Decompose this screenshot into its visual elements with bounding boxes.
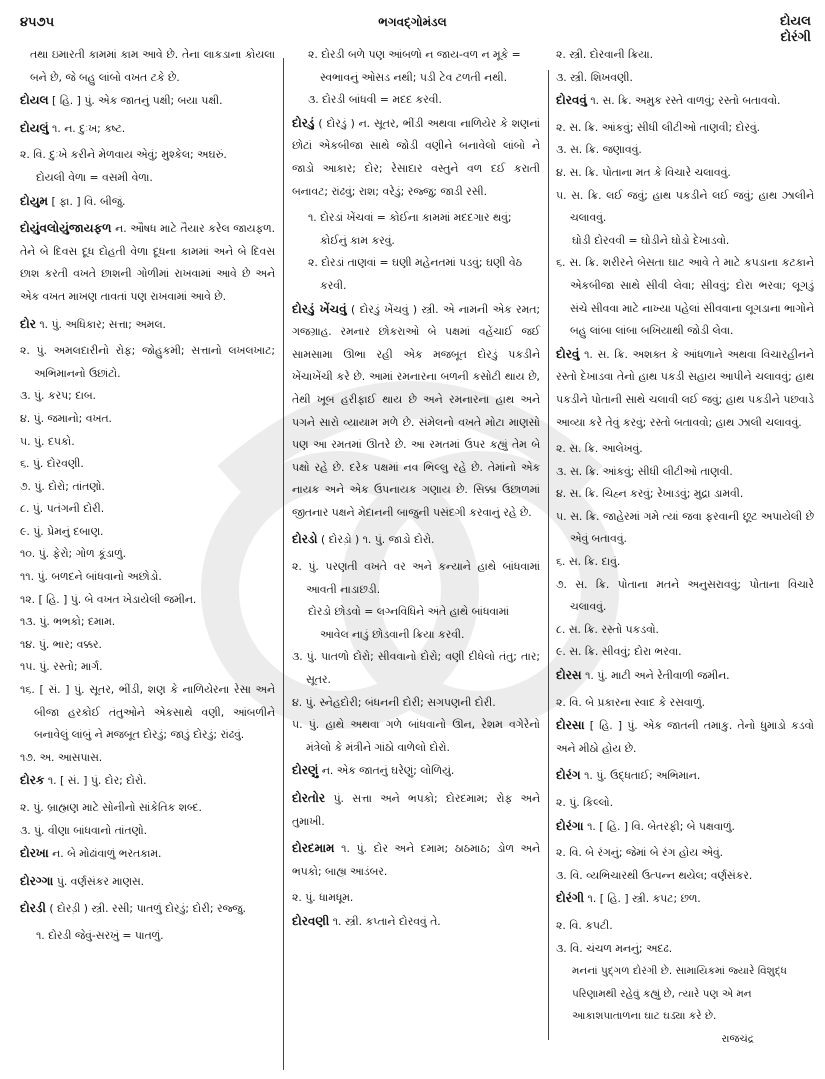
entry-headword: દોરંગ [556, 768, 581, 783]
entry-sense: ૬. પું. દોરવણી. [20, 457, 84, 471]
idiom-phrase: દોયલી વેળા = વસમી વેળા. [36, 170, 153, 184]
entry-definition: ૧. સ્ત્રી. કપ્તાને દોરવવું તે. [332, 914, 441, 928]
entry-sense: ૩. પું. કરપ; દાબ. [20, 389, 96, 403]
entry-headword: દોરડું [292, 115, 315, 130]
entry-definition: ૧. પું. ઉદ્ધતાઈ; અભિમાન. [584, 769, 701, 783]
entry-headword: દોરડો [292, 532, 318, 547]
entry-definition: ૧. [ હિ. ] સ્ત્રી. કપટ; છળ. [587, 892, 701, 906]
entry-definition: પું. સત્તા અને ભપકો; દોરદમામ; રોફ અને તુમાખી. [292, 792, 540, 828]
entry-headword: દોરંગા [556, 818, 584, 833]
entry-sense: ૧૧. પું. બળદને બાંધવાનો અછોડો. [20, 570, 162, 584]
dictionary-entry [20, 842, 275, 866]
entry-headword: દોયલું [20, 120, 49, 135]
entry-sense: ૩. વિ. વ્યભિચારથી ઉત્પન્ન થયેલ; વર્ણસંકર. [556, 868, 753, 882]
entry-sense: ૯. સ. ક્રિ. સીવવું; દોરા ભરવા. [556, 645, 682, 659]
entry-definition: ( દોરડ઼ું ખેંચવું ) સ્ત્રી. એ નામની એક રમત; ગજગ્રાહ. રમનાર છોકરાઓ બે પક્ષમાં વહેંચાઈ જઈ સામસામા ઊભા રહી એક મજબૂત દોરડું પકડીને ખેંચાખેંચી કરે છે. આમાં રમનારના બળની કસોટી થાય છે, તેથી ખૂબ હરીફાઈ થાય છે અને રમનારના હાથ અને પગને સારો વ્યાયામ મળે છે. સંમેલનો વખતે મોટા માણસો પણ આ રમતમાં ઊતરે છે. આ રમતમાં ઉપર કહ્યું તેમ બે પક્ષો રહે છે. દરેક પક્ષમાં નવ ભિલ્લુ રહે છે. તેમાંનો એક નાયક અને એક ઉપનાયક ગણાય છે. સિક્કા ઉછાળમાં જીતનાર પક્ષને મેદાનની બાજુની પસંદગી કરવાનું રહે છે. [292, 302, 540, 519]
entry-headword: દોયુમ [20, 193, 49, 208]
entry-sense: ૧૨. [ હિ. ] પું. બે વખત ખેડાયેલી જમીન. [20, 592, 197, 606]
entry-sense: ૬. સ. ક્રિ. દાવું. [556, 555, 621, 569]
entry-sense: ૧૪. પું. ભાર; વક્કર. [20, 637, 102, 651]
page-header [0, 0, 825, 44]
entry-sense: ૪. પું. જમાનો; વખત. [20, 411, 112, 425]
entry-sense: ૫. પું. દપકો. [20, 434, 75, 448]
entry-definition: ૧. [ સં. ] પું. દોર; દોરો. [47, 774, 147, 788]
entry-sense: ૬. સ. ક્રિ. શરીરને બેસતા ઘાટ આવે તે માટે કપડાના કટકાને એકબીજા સાથે સીવી લેવા; સીવવું; દોરા ભરવા; લૂગડું સંચે સીવવા માટે નાખ્યા પહેલાં સીવવાના લૂગડાના ભાગોને બહુ લાંબા લાંબા બખિયાથી જોડી લેવા. [556, 256, 814, 338]
dictionary-entry [20, 117, 275, 141]
entry-sense: ૧૭. અ. આસપાસ. [20, 750, 103, 764]
column-left [20, 44, 275, 948]
entry-sense: ૧૬. [ સં. ] પું. સૂતર, ભીંડી, શણ કે નાળિયેરના રેસા અને બીજા હરકોઈ તંતુઓને એકસાથે વણી, આંબળીને બનાવેલું લાંબું ને મજબૂત દોરડું; જાડું દોરડું; રાંઢવું. [20, 683, 275, 742]
idiom-phrase: ૧. દોરડાં ખેંચવાં = કોઈના કામમાં મદદગાર થવું; કોઈનું કામ કરવું. [308, 211, 512, 247]
entry-sense: ૨. પું. અમલદારીનો રોફ; જોહુકમી; સત્તાનો લખલખાટ; અભિમાનનો ઉછાંટો. [20, 344, 275, 380]
entry-sense: ૨. વિ. બે પ્રકારના સ્વાદ કે રસવાળું. [556, 695, 706, 709]
entry-definition: [ ફા. ] વિ. બીજું. [51, 194, 126, 208]
entry-sense: ૧૩. પું. ભભકો; દમામ. [20, 615, 116, 629]
idiom-phrase: દોરડો છોડવો = લગ્નવિધિને અંતે હાથે બાંધવામાં આવેલ નાડું છોડવાની ક્રિયા કરવી. [308, 605, 510, 641]
entry-headword: દોર [20, 316, 36, 331]
entry-headword: દોરદમામ [292, 841, 335, 856]
page-number: ૪૫૭૫ [20, 15, 55, 30]
entry-definition: ૧. ન. દુઃખ; કષ્ટ. [52, 121, 126, 135]
entry-sense: ૩. સ્ત્રી. શિખવણી. [556, 70, 633, 84]
entry-sense: ૮. પું. પતંગની દોરી. [20, 502, 105, 516]
entry-sense: ૨. સ્ત્રી. દોરવાની ક્રિયા. [556, 48, 654, 61]
running-title: ભગવદ્‌ગોમંડલ [378, 15, 447, 29]
dictionary-entry [292, 759, 540, 783]
entry-sense: ૫. પું. હાથે અથવા ગળે બાંધવાનો ઊન, રેશમ વગેરેનો મંત્રેલો કે મંત્રીને ગાંઠો વાળેલો દોરો. [292, 718, 540, 754]
column-divider [283, 58, 284, 1070]
guide-words [780, 14, 811, 46]
entry-sense: ૩. સ. ક્રિ. જણાવવું. [556, 143, 642, 157]
entry-definition: [ હિ. ] પું. એક જાતની તમાકુ. તેનો ધુમાડો કડવો અને મીઠો હોય છે. [556, 719, 814, 755]
entry-headword: દોરસા [556, 718, 585, 733]
idiom-phrase: ૩. દોરડી બાંધવી = મદદ કરવી. [308, 93, 442, 107]
dictionary-entry [292, 837, 540, 883]
dictionary-entry [556, 815, 814, 839]
dictionary-entry [292, 528, 540, 552]
idiom-phrase: ૨. દોરડાં તાણવાં = ઘણી મહેનતમાં પડવું; ઘણી વેઠ કરવી. [308, 256, 522, 292]
entry-definition: ન. બે મોઢાંવાળું ભરતકામ. [52, 847, 162, 861]
dictionary-entry [292, 112, 540, 203]
dictionary-entry [20, 89, 275, 113]
entry-headword: દોરડી [20, 901, 46, 916]
entry-headword: દોરખા [20, 846, 49, 861]
entry-sense: ૫. સ. ક્રિ. લઈ જવું; હાથ પકડીને લઈ જવું; હાથ ઝાલીને ચલાવવું. [556, 188, 814, 225]
entry-sense: ૩. પું. વીણા બાંધવાનો તાંતણો. [20, 823, 148, 837]
entry-headword: દોરવું [556, 346, 580, 361]
entry-headword: દોરડું ખેંચવું [292, 301, 347, 316]
guide-word-last: દોરંગી [780, 30, 811, 45]
entry-sense: ૫. સ. ક્રિ. જાહેરમાં ગમે ત્યાં જવા ફરવાની છૂટ અપાયેલી છે એવું બતાવવું. [556, 509, 814, 546]
entry-sense: ૯. પું. પ્રેમનું દબાણ. [20, 524, 104, 538]
entry-definition: ૧. સ. ક્રિ. અમુક રસ્તે વાળવું; રસ્તો બતાવવો. [590, 94, 781, 108]
entry-sense: ૮. સ. ક્રિ. રસ્તો પકડવો. [556, 622, 659, 636]
entry-sense: ૨. વિ. દુઃખે કરીને મેળવાય એવું; મુશ્કેલ; અઘરું. [20, 148, 227, 162]
entry-sense: ૨. પું. પરણતી વખતે વર અને કન્યાને હાથે બાંધવામાં આવતી નાડાછડી. [292, 560, 540, 596]
entry-definition: ( દોરડ઼ી ) સ્ત્રી. રસી; પાતળું દોરડું; દોરી; રજ્જુ. [49, 902, 246, 916]
entry-sense: ૨. પું. બ્રાહ્મણ માટે સોનીનો સાંકેતિક શબ્દ. [20, 801, 202, 814]
entry-definition: ૧. પું. માટી અને રેતીવાળી જમીન. [585, 669, 730, 683]
entry-definition: ૧. [ હિ. ] વિ. બેતરફી; બે પક્ષવાળું. [587, 819, 735, 833]
idiom-phrase: ઘોડી દોરવવી = ઘોડીને ઘોડો દેખાડવો. [572, 233, 730, 247]
entry-headword: દોયલ [20, 93, 49, 108]
entry-headword: દોયુંવલોયુંજાયફળ [20, 221, 112, 236]
entry-sense: ૩. સ. ક્રિ. આંકવું; સીધી લીટીઓ તાણવી. [556, 464, 733, 478]
entry-headword: દોરણું [292, 763, 319, 778]
dictionary-entry [556, 89, 814, 113]
entry-sense: ૩. પું. પાતળો દોરો; સીવવાનો દોરો; વણી દીધેલો તંતુ; તાર; સૂતર. [292, 650, 540, 687]
entry-headword: દોરંગી [556, 891, 585, 906]
entry-definition: પું. વર્ણસંકર માણસ. [56, 874, 145, 888]
entry-definition: ૧. પું. અધિકાર; સત્તા; અમલ. [39, 317, 166, 331]
dictionary-entry [556, 764, 814, 788]
guide-word-first: દોયલ [780, 14, 811, 29]
entry-sense: ૭. સ. ક્રિ. પોતાના મતને અનુસરાવવું; પોતાના વિચારે ચલાવવું. [556, 577, 814, 614]
entry-definition: ( દોરડ઼ું ) ન. સૂતર, ભીંડી અથવા નાળિયેર કે શણનાં છોટાં એકબીજા સાથે જોડી વણીને બનાવેલો લાંબો ને જાડો આકાર; દોર; રેસાદાર વસ્તુને વળ દઈ કરાતી બનાવટ; રાંઢવું; રાશ; વરેડું; રજ્જુ; જાડી રસી. [292, 116, 541, 198]
column-middle [292, 44, 540, 938]
column-right [556, 44, 814, 1051]
entry-sense: ૪. પું. સ્નેહદોરી; બંધનની દોરી; સગપણની દોરી. [292, 695, 496, 709]
dictionary-entry [292, 910, 540, 934]
entry-definition: ન. ઔષધ માટે તૈયાર કરેલ જાયફળ. તેને બે દિવસ દૂધ દોહતી વેળા દૂધના કામમાં અને બે દિવસ છાશ કરતી વખતે છાશની ગોળીમાં રાખવામાં આવે છે અને એક વખત માખણ તાવતાં પણ રાખવામાં આવે છે. [20, 222, 276, 303]
entry-headword: દોરવવું [556, 93, 587, 108]
dictionary-entry [20, 897, 275, 921]
entry-headword: દોરવણી [292, 913, 330, 928]
dictionary-entry [20, 313, 275, 337]
citation-author: રાજચંદ્ર [721, 1032, 754, 1045]
entry-definition: ૧. સ. ક્રિ. અશક્ત કે આંધળાને અથવા વિચારહીનને રસ્તો દેખાડવા તેનો હાથ પકડી સહાય આપીને ચલાવવું; હાથ પકડીને પોતાની સાથે ચલાવી લઈ જવું; હાથ પકડીને પછવાડે આવ્યા કરે તેવું કરવું; રસ્તો બતાવવો; હાથ ઝાલી ચલાવવું. [556, 347, 815, 429]
entry-sense: ૩. વિ. ચંચળ મનનું; અદઢ. [556, 941, 673, 955]
citation-quote: મનનાં પુદ્‌ગળ દોરંગી છે. સામાયિકમાં જ્યારે વિશુદ્ધ પરિણામથી રહેવું કહ્યું છે, ત્યારે પણ એ મન આકાશપાતાળના ઘાટ ઘડ્યા કરે છે. [572, 965, 787, 1023]
entry-sense: ૨. વિ. બે રંગનું; જેમાં બે રંગ હોય એવું. [556, 846, 724, 860]
entry-definition: ( દોરડ઼ો ) ૧. પું. જાડો દોરો. [320, 533, 435, 547]
dictionary-entry [292, 298, 540, 525]
idiom-phrase: ૨. દોરડી બળે પણ આંબળો ન જાય-વળ ન મૂકે = સ્વભાવનું ઓસડ નથી; પડી ટેવ ટળતી નથી. [308, 48, 521, 84]
entry-sense: ૨. પું. ધામધૂમ. [292, 891, 354, 905]
dictionary-entry [20, 190, 275, 214]
entry-sense: ૭. પું. દોરો; તાંતણો. [20, 479, 105, 493]
dictionary-entry [292, 787, 540, 833]
dictionary-entry [556, 664, 814, 688]
dictionary-entry [20, 769, 275, 793]
entry-headword: દોરતોર [292, 791, 326, 805]
entry-headword: દોરગ્ગા [20, 873, 54, 888]
entry-definition: [ હિ. ] પું. એક જાતનું પક્ષી; બયા પક્ષી. [52, 94, 223, 108]
dictionary-entry [20, 217, 275, 308]
entry-sense: ૨. સ. ક્રિ. આંકવું; સીધી લીટીઓ તાણવી; દોરવું. [556, 120, 761, 134]
dictionary-entry [556, 714, 814, 760]
entry-sense: ૪. સ. ક્રિ. ચિહ્ન કરવું; રેખાડવું; મુદ્રા ડામવી. [556, 487, 744, 501]
dictionary-entry [20, 870, 275, 894]
dictionary-entry [556, 343, 814, 434]
entry-sense: ૨. સ. ક્રિ. આલેખવું. [556, 442, 643, 456]
entry-definition: ન. એક જાતનું ઘરેણું; લોળિયું. [321, 764, 455, 778]
idiom-phrase: ૧. દોરડી જેવું-સરખું = પાતળું. [36, 928, 164, 942]
entry-sense: ૧૫. પું. રસ્તો; માર્ગ. [20, 660, 103, 674]
entry-sense: ૨. વિ. કપટી. [556, 918, 613, 932]
column-divider [548, 70, 549, 1040]
entry-headword: દોરક [20, 773, 45, 788]
entry-headword: દોરસ [556, 668, 582, 683]
entry-sense: ૧૦. પું. ફેરો; ગોળ કૂંડાળું. [20, 547, 127, 561]
entry-sense: ૪. સ. ક્રિ. પોતાના મત કે વિચારે ચલાવવું. [556, 165, 731, 179]
dictionary-columns [0, 44, 825, 1074]
entry-sense: ૨. પું. કિલ્લો. [556, 796, 614, 809]
continued-text: તથા ઇમારતી કામમાં કામ આવે છે. તેના લાકડાના કોયલા બને છે, જે બહુ લાંબો વખત ટકે છે. [30, 48, 275, 84]
entry-definition: ૧. પું. દોર અને દમામ; ઠાઠમાઠ; ડોળ અને ભપકો; બાહ્ય આડંબર. [292, 842, 540, 878]
dictionary-entry [556, 887, 814, 911]
